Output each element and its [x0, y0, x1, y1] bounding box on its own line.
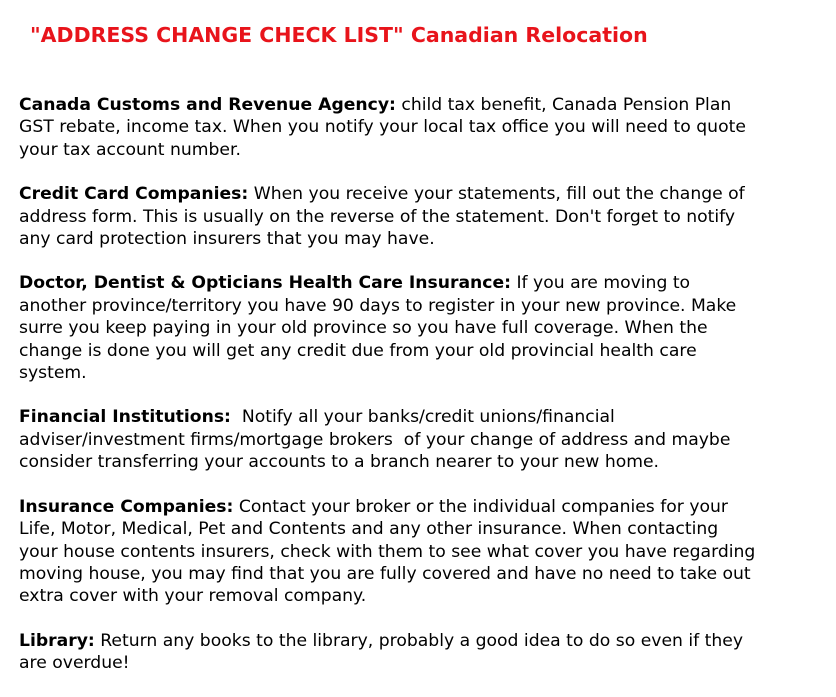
checklist-item-first-line [19, 183, 831, 205]
checklist-item-text: are overdue! [19, 653, 130, 674]
checklist-item-text: Contact your broker or the individual companies for your [233, 496, 728, 517]
checklist-item-first-line [19, 406, 831, 428]
checklist-item-text: consider transferring your accounts to a branch nearer to your new home. [19, 452, 660, 473]
checklist-item-credit-cards [19, 183, 831, 250]
checklist-item-text: system. [19, 363, 87, 384]
checklist-item-first-line [19, 94, 831, 116]
checklist-item-text: adviser/investment firms/mortgage brokers of your change of address and maybe [19, 429, 731, 450]
checklist-item-first-line [19, 496, 831, 518]
checklist-item-text: Return any books to the library, probably a good idea to do so even if they [94, 630, 744, 651]
checklist-item-text: surre you keep paying in your old province so you have full coverage. When the [19, 318, 708, 339]
checklist-item-text: change is done you will get any credit due from your old provincial health care [19, 340, 697, 361]
checklist-item-text: your house contents insurers, check with them to see what cover you have regarding [19, 541, 756, 562]
checklist-item-first-line [19, 272, 831, 294]
checklist-item-heading: Library: [19, 630, 95, 651]
checklist-item-text: your tax account number. [19, 139, 241, 160]
checklist-item-insurance [19, 496, 831, 608]
checklist-item-text: moving house, you may find that you are fully covered and have no need to take out [19, 563, 751, 584]
checklist-item-first-line [19, 630, 831, 652]
checklist-item-health-care [19, 272, 831, 384]
checklist-item-text: child tax benefit, Canada Pension Plan [395, 95, 732, 115]
checklist-item-heading: Insurance Companies: [19, 496, 234, 517]
checklist-item-text: If you are moving to [511, 273, 691, 294]
checklist-item-heading: Canada Customs and Revenue Agency: [19, 95, 396, 115]
page-title: "ADDRESS CHANGE CHECK LIST" Canadian Relocation [30, 23, 648, 47]
checklist-item-text: Life, Motor, Medical, Pet and Contents and any other insurance. When contacting [19, 519, 719, 540]
checklist-item-financial-institutions [19, 406, 831, 473]
checklist-item-text: extra cover with your removal company. [19, 586, 367, 607]
checklist-item-heading: Financial Institutions: [19, 407, 231, 428]
checklist-item-text: address form. This is usually on the reverse of the statement. Don't forget to notify [19, 206, 736, 227]
checklist-item-text: another province/territory you have 90 days to register in your new province. Make [19, 295, 737, 316]
checklist-item-library [19, 630, 831, 675]
checklist-item-text: When you receive your statements, fill out the change of [248, 184, 745, 205]
checklist-item-text: GST rebate, income tax. When you notify your local tax office you will need to quote [19, 117, 746, 138]
checklist-item-text: any card protection insurers that you may have. [19, 229, 435, 250]
checklist-item-heading: Doctor, Dentist & Opticians Health Care Insurance: [19, 273, 511, 294]
checklist-item-text: Notify all your banks/credit unions/financial [230, 407, 615, 428]
checklist-sections [19, 94, 831, 697]
checklist-item-canada-revenue [19, 94, 831, 161]
checklist-item-heading: Credit Card Companies: [19, 184, 249, 205]
